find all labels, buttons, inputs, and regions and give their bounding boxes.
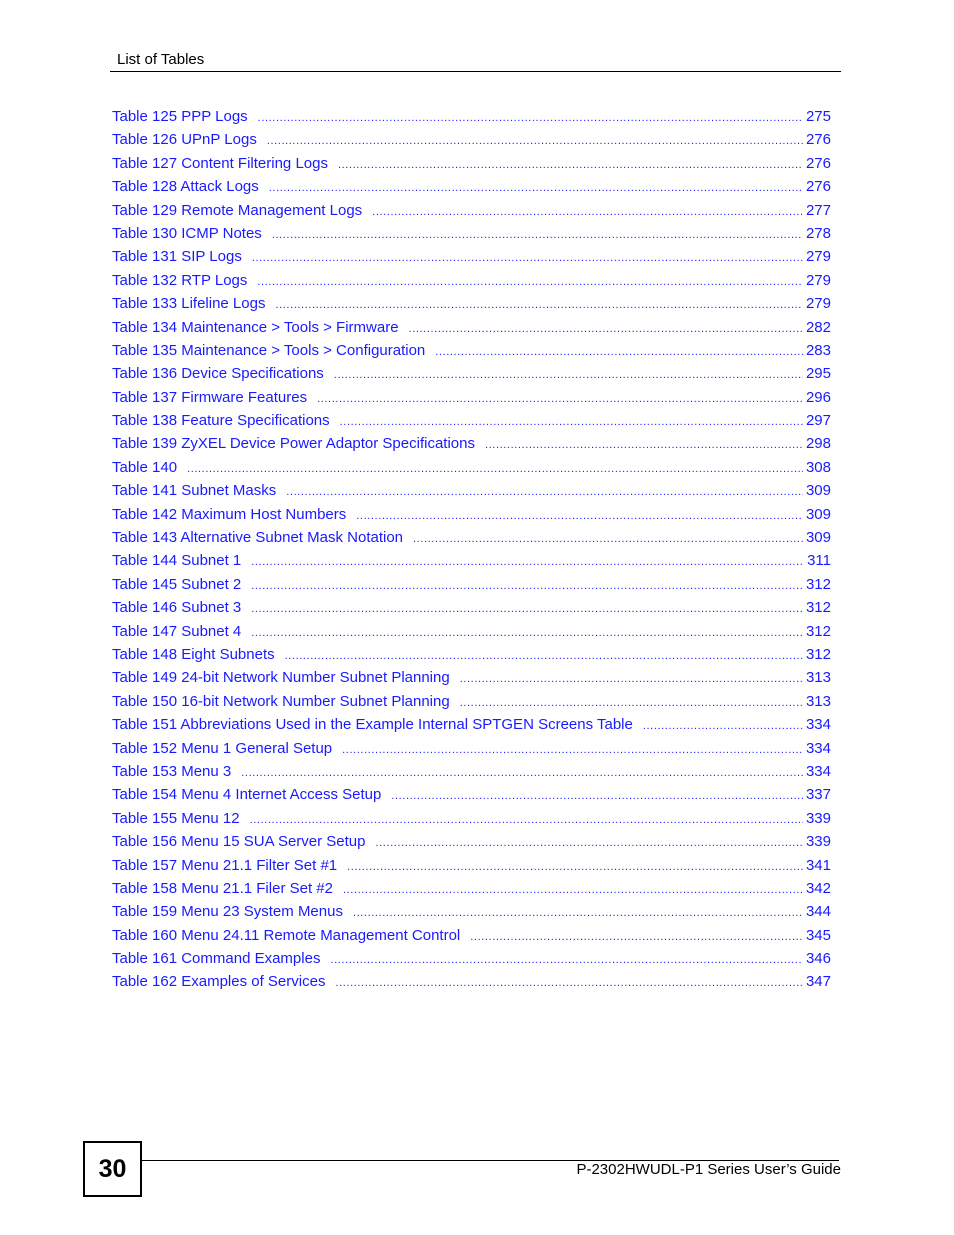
toc-entry-page[interactable]: 283 bbox=[805, 341, 831, 359]
dot-leader bbox=[435, 341, 803, 364]
toc-entry-page[interactable]: 275 bbox=[805, 108, 831, 125]
toc-entry-label[interactable]: Table 135 Maintenance > Tools > Configuration bbox=[112, 341, 426, 359]
dot-leader bbox=[391, 785, 803, 808]
toc-entry-page[interactable]: 312 bbox=[805, 622, 831, 640]
toc-entry-page[interactable]: 278 bbox=[805, 224, 831, 242]
toc-entry-label[interactable]: Table 153 Menu 3 bbox=[112, 762, 232, 780]
toc-entry-page[interactable]: 295 bbox=[805, 365, 831, 383]
guide-title: P-2302HWUDL-P1 Series User’s Guide bbox=[576, 1161, 841, 1178]
toc-entry-label[interactable]: Table 149 24-bit Network Number Subnet Planning bbox=[112, 669, 450, 687]
dot-leader bbox=[317, 388, 803, 411]
toc-entry-page[interactable]: 282 bbox=[805, 318, 831, 336]
dot-leader bbox=[252, 247, 803, 270]
toc-entry-page[interactable]: 312 bbox=[805, 645, 831, 663]
toc-entry[interactable] bbox=[112, 760, 831, 783]
dot-leader bbox=[272, 224, 803, 247]
toc-entry[interactable] bbox=[112, 386, 831, 409]
toc-entry-label[interactable]: Table 146 Subnet 3 bbox=[112, 599, 242, 617]
toc-entry-label[interactable]: Table 132 RTP Logs bbox=[112, 271, 248, 289]
toc-entry-page[interactable]: 276 bbox=[805, 131, 831, 149]
toc-entry-label[interactable]: Table 159 Menu 23 System Menus bbox=[112, 903, 343, 921]
toc-entry[interactable] bbox=[112, 362, 831, 385]
toc-entry-page[interactable]: 309 bbox=[805, 505, 831, 523]
dot-leader bbox=[485, 434, 803, 457]
toc-entry[interactable] bbox=[112, 456, 831, 479]
toc-entry-label[interactable]: Table 136 Device Specifications bbox=[112, 365, 324, 383]
dot-leader bbox=[340, 411, 803, 434]
toc-entry[interactable] bbox=[112, 269, 831, 292]
dot-leader bbox=[251, 622, 803, 645]
toc-entry-label[interactable]: Table 156 Menu 15 SUA Server Setup bbox=[112, 833, 366, 851]
dot-leader bbox=[470, 926, 803, 949]
toc-entry[interactable] bbox=[112, 526, 831, 549]
dot-leader bbox=[343, 879, 803, 902]
toc-entry[interactable] bbox=[112, 245, 831, 268]
toc-entry-label[interactable]: Table 143 Alternative Subnet Mask Notation bbox=[112, 529, 404, 547]
toc-entry-page[interactable]: 339 bbox=[805, 833, 831, 851]
toc-entry-page[interactable]: 334 bbox=[805, 716, 831, 734]
toc-entry[interactable] bbox=[112, 316, 831, 339]
toc-entry-label[interactable]: Table 154 Menu 4 Internet Access Setup bbox=[112, 786, 382, 804]
dot-leader bbox=[251, 575, 803, 598]
header-divider bbox=[110, 71, 841, 72]
toc-entry[interactable] bbox=[112, 339, 831, 362]
toc-entry-page[interactable]: 346 bbox=[805, 950, 831, 968]
toc-entry-label[interactable]: Table 128 Attack Logs bbox=[112, 178, 259, 196]
toc-entry[interactable] bbox=[112, 105, 831, 128]
toc-entry-label[interactable]: Table 130 ICMP Notes bbox=[112, 224, 262, 242]
toc-entry[interactable] bbox=[112, 573, 831, 596]
toc-entry-page[interactable]: 298 bbox=[805, 435, 831, 453]
toc-entry-label[interactable]: Table 139 ZyXEL Device Power Adaptor Specifications bbox=[112, 435, 475, 453]
toc-entry-page[interactable]: 296 bbox=[805, 388, 831, 406]
dot-leader bbox=[286, 481, 803, 504]
toc-entry[interactable] bbox=[112, 970, 831, 993]
toc-entry[interactable] bbox=[112, 877, 831, 900]
toc-entry[interactable] bbox=[112, 175, 831, 198]
dot-leader bbox=[347, 856, 803, 879]
toc-entry-page[interactable]: 341 bbox=[805, 856, 831, 874]
toc-entry-label[interactable]: Table 160 Menu 24.11 Remote Management Control bbox=[112, 926, 461, 944]
toc-entry[interactable] bbox=[112, 479, 831, 502]
toc-entry-page[interactable]: 312 bbox=[805, 599, 831, 617]
toc-entry-page[interactable]: 297 bbox=[805, 412, 831, 430]
toc-entry[interactable] bbox=[112, 643, 831, 666]
toc-entry-label[interactable]: Table 147 Subnet 4 bbox=[112, 622, 242, 640]
toc-entry[interactable] bbox=[112, 503, 831, 526]
toc-entry-label[interactable]: Table 161 Command Examples bbox=[112, 950, 321, 968]
dot-leader bbox=[251, 551, 804, 574]
toc-entry[interactable] bbox=[112, 783, 831, 806]
toc-entry-page[interactable]: 309 bbox=[805, 482, 831, 500]
toc-entry-label[interactable]: Table 144 Subnet 1 bbox=[112, 552, 242, 570]
dot-leader bbox=[257, 271, 803, 294]
toc-entry-page[interactable]: 345 bbox=[805, 926, 831, 944]
dot-leader bbox=[376, 832, 803, 855]
page-number: 30 bbox=[98, 1154, 127, 1183]
toc-entry[interactable] bbox=[112, 713, 831, 736]
dot-leader bbox=[353, 902, 803, 925]
toc-entry[interactable] bbox=[112, 830, 831, 853]
toc-entry-label[interactable]: Table 141 Subnet Masks bbox=[112, 482, 277, 500]
toc-entry-page[interactable]: 276 bbox=[805, 154, 831, 172]
toc-entry-label[interactable]: Table 134 Maintenance > Tools > Firmware bbox=[112, 318, 399, 336]
dot-leader bbox=[275, 294, 803, 317]
toc-entry-page[interactable]: 347 bbox=[805, 973, 831, 991]
toc-entry-label[interactable]: Table 133 Lifeline Logs bbox=[112, 295, 266, 313]
toc-entry-page[interactable]: 279 bbox=[805, 271, 831, 289]
dot-leader bbox=[643, 715, 803, 738]
toc-entry-label[interactable]: Table 150 16-bit Network Number Subnet Planning bbox=[112, 692, 450, 710]
toc-entry-label[interactable]: Table 151 Abbreviations Used in the Example Internal SPTGEN Screens Table bbox=[112, 716, 633, 734]
toc-entry-label[interactable]: Table 142 Maximum Host Numbers bbox=[112, 505, 347, 523]
toc-entry-page[interactable]: 279 bbox=[805, 248, 831, 266]
toc-entry[interactable] bbox=[112, 596, 831, 619]
toc-entry[interactable] bbox=[112, 666, 831, 689]
toc-entry[interactable] bbox=[112, 947, 831, 970]
toc-entry-page[interactable]: 279 bbox=[805, 295, 831, 313]
toc-entry-page[interactable]: 312 bbox=[805, 575, 831, 593]
dot-leader bbox=[338, 154, 803, 177]
toc-entry-page[interactable]: 309 bbox=[805, 529, 831, 547]
toc-entry-page[interactable]: 276 bbox=[805, 178, 831, 196]
toc-entry-label[interactable]: Table 145 Subnet 2 bbox=[112, 575, 242, 593]
toc-entry-label[interactable]: Table 126 UPnP Logs bbox=[112, 131, 257, 149]
dot-leader bbox=[334, 364, 803, 387]
toc-entry-page[interactable]: 342 bbox=[805, 879, 831, 897]
toc-entry-label[interactable]: Table 158 Menu 21.1 Filer Set #2 bbox=[112, 879, 333, 897]
toc-entry-page[interactable]: 308 bbox=[805, 458, 831, 476]
toc-entry-label[interactable]: Table 152 Menu 1 General Setup bbox=[112, 739, 333, 757]
toc-entry-page[interactable]: 313 bbox=[805, 692, 831, 710]
dot-leader bbox=[250, 809, 803, 832]
dot-leader bbox=[269, 177, 803, 200]
dot-leader bbox=[342, 739, 803, 762]
toc-entry-label[interactable]: Table 129 Remote Management Logs bbox=[112, 201, 363, 219]
dot-leader bbox=[460, 692, 803, 715]
toc-entry-page[interactable]: 339 bbox=[805, 809, 831, 827]
toc-entry-label[interactable]: Table 131 SIP Logs bbox=[112, 248, 242, 266]
toc-entry-page[interactable]: 334 bbox=[805, 762, 831, 780]
toc-entry-page[interactable]: 344 bbox=[805, 903, 831, 921]
toc-entry[interactable] bbox=[112, 128, 831, 151]
toc-entry-label[interactable]: Table 157 Menu 21.1 Filter Set #1 bbox=[112, 856, 338, 874]
toc-entry[interactable] bbox=[112, 152, 831, 175]
dot-leader bbox=[335, 972, 803, 995]
dot-leader bbox=[258, 107, 803, 130]
toc-entry-label[interactable]: Table 138 Feature Specifications bbox=[112, 412, 330, 430]
dot-leader bbox=[356, 505, 803, 528]
toc-entry[interactable] bbox=[112, 620, 831, 643]
dot-leader bbox=[241, 762, 803, 785]
dot-leader bbox=[460, 668, 803, 691]
toc-entry-label[interactable]: Table 148 Eight Subnets bbox=[112, 645, 275, 663]
toc-entry-label[interactable]: Table 127 Content Filtering Logs bbox=[112, 154, 328, 172]
dot-leader bbox=[285, 645, 803, 668]
running-header-title: List of Tables bbox=[117, 51, 205, 68]
page-number-box bbox=[83, 1141, 142, 1197]
toc-entry-page[interactable]: 334 bbox=[805, 739, 831, 757]
toc-entry[interactable] bbox=[112, 690, 831, 713]
dot-leader bbox=[251, 598, 803, 621]
toc-entry-label[interactable]: Table 162 Examples of Services bbox=[112, 973, 326, 991]
dot-leader bbox=[409, 318, 803, 341]
dot-leader bbox=[330, 949, 803, 972]
toc-entry[interactable] bbox=[112, 854, 831, 877]
toc-entry[interactable] bbox=[112, 807, 831, 830]
toc-entry-label[interactable]: Table 140 bbox=[112, 458, 178, 476]
toc-entry[interactable] bbox=[112, 924, 831, 947]
list-of-tables bbox=[112, 105, 831, 994]
toc-entry-page[interactable]: 313 bbox=[805, 669, 831, 687]
toc-entry-label[interactable]: Table 137 Firmware Features bbox=[112, 388, 308, 406]
toc-entry[interactable] bbox=[112, 409, 831, 432]
dot-leader bbox=[267, 130, 803, 153]
toc-entry[interactable] bbox=[112, 549, 831, 572]
toc-entry[interactable] bbox=[112, 199, 831, 222]
dot-leader bbox=[187, 458, 803, 481]
toc-entry-label[interactable]: Table 125 PPP Logs bbox=[112, 108, 248, 125]
toc-entry[interactable] bbox=[112, 900, 831, 923]
toc-entry[interactable] bbox=[112, 432, 831, 455]
toc-entry[interactable] bbox=[112, 737, 831, 760]
toc-entry-label[interactable]: Table 155 Menu 12 bbox=[112, 809, 240, 827]
toc-entry-page[interactable]: 337 bbox=[805, 786, 831, 804]
toc-entry[interactable] bbox=[112, 292, 831, 315]
toc-entry-page[interactable]: 277 bbox=[805, 201, 831, 219]
dot-leader bbox=[372, 201, 803, 224]
toc-entry-page[interactable]: 311 bbox=[807, 552, 831, 570]
dot-leader bbox=[413, 528, 803, 551]
toc-entry[interactable] bbox=[112, 222, 831, 245]
